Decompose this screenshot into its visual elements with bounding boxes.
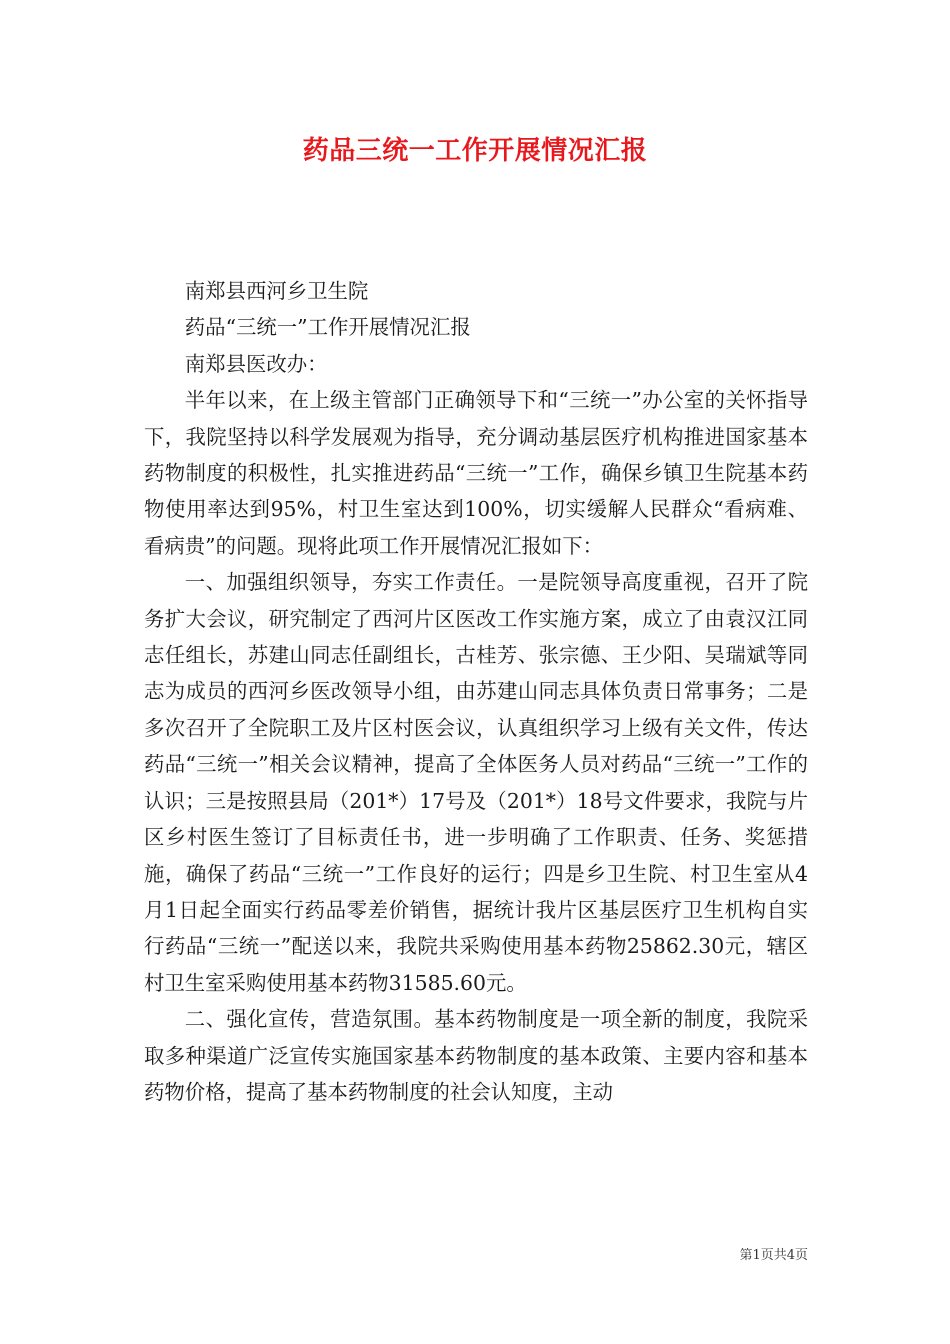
section-two-paragraph: 二、强化宣传，营造氛围。基本药物制度是一项全新的制度，我院采取多种渠道广泛宣传实施国家基本药物制度的基本政策、主要内容和基本药物价格，提高了基本药物制度的社会认知度，主动 [144, 1007, 808, 1104]
section-one-paragraph: 一、加强组织领导，夯实工作责任。一是院领导高度重视，召开了院务扩大会议，研究制定了西河片区医改工作实施方案，成立了由袁汉江同志任组长，苏建山同志任副组长，古桂芳、张宗德、王少阳、吴瑞斌等同志为成员的西河乡医改领导小组，由苏建山同志具体负责日常事务；二是多次召开了全院职工及片区村医会议，认真组织学习上级有关文件，传达药品“三统一”相关会议精神，提高了全体医务人员对药品“三统一”工作的认识；三是按照县局（201*）17号及（201*）18号文件要求，我院与片区乡村医生签订了目标责任书，进一步明确了工作职责、任务、奖惩措施，确保了药品“三统一”工作良好的运行；四是乡卫生院、村卫生室从4月1日起全面实行药品零差价销售，据统计我片区基层医疗卫生机构自实行药品“三统一”配送以来，我院共采购使用基本药物25862.30元，辖区村卫生室采购使用基本药物31585.60元。 [144, 570, 808, 995]
intro-paragraph: 半年以来，在上级主管部门正确领导下和“三统一”办公室的关怀指导下，我院坚持以科学发展观为指导，充分调动基层医疗机构推进国家基本药物制度的积极性，扎实推进药品“三统一”工作，确保乡镇卫生院基本药物使用率达到95%，村卫生室达到100%，切实缓解人民群众“看病难、看病贵”的问题。现将此项工作开展情况汇报如下： [144, 388, 808, 558]
recipient-line: 南郑县医改办： [184, 351, 328, 376]
subtitle-line: 药品“三统一”工作开展情况汇报 [184, 315, 471, 340]
page-number: 第1页共4页 [739, 1248, 808, 1263]
document-body [144, 273, 808, 1110]
document-title: 药品三统一工作开展情况汇报 [302, 136, 648, 166]
sender-line: 南郑县西河乡卫生院 [184, 279, 369, 303]
